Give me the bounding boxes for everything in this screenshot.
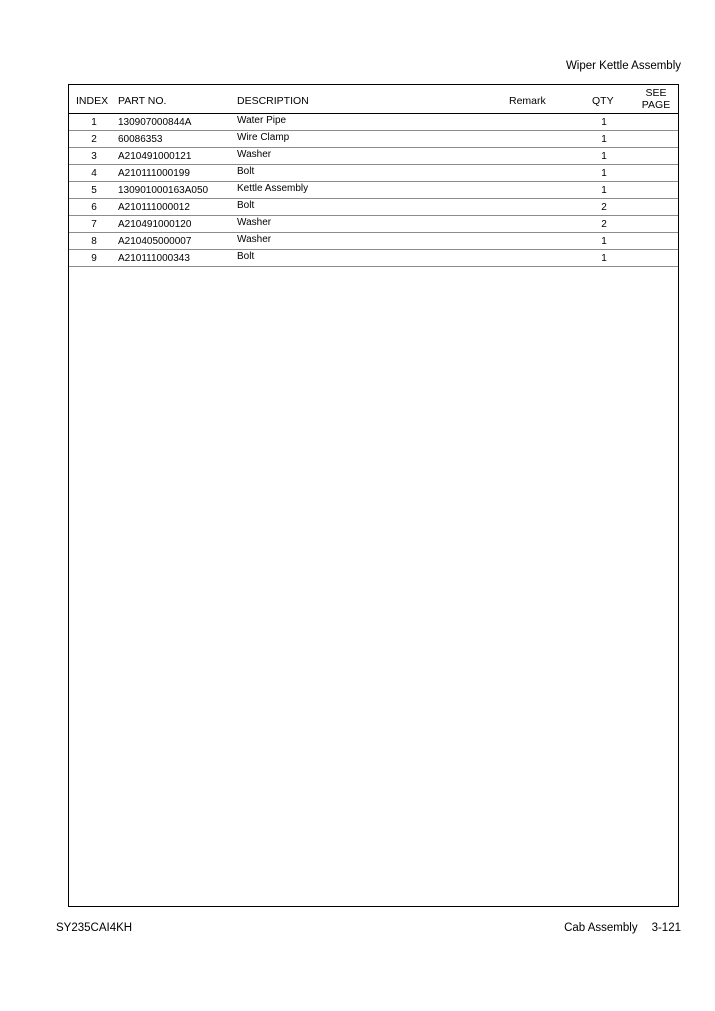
cell-description: Washer bbox=[237, 217, 272, 228]
cell-description: Bolt bbox=[237, 166, 255, 177]
cell-part-no: 130901000163A050 bbox=[118, 185, 209, 196]
cell-index: 5 bbox=[91, 185, 97, 196]
cell-index: 8 bbox=[91, 236, 97, 247]
cell-qty: 1 bbox=[601, 253, 607, 264]
see-page-line2: PAGE bbox=[641, 98, 671, 111]
cell-description: Bolt bbox=[237, 251, 255, 262]
cell-index: 4 bbox=[91, 168, 97, 179]
column-header-description: DESCRIPTION bbox=[237, 95, 309, 107]
cell-part-no: A210111000343 bbox=[118, 253, 190, 264]
cell-qty: 1 bbox=[601, 168, 607, 179]
page-title: Wiper Kettle Assembly bbox=[565, 60, 681, 72]
cell-part-no: A210491000121 bbox=[118, 151, 192, 162]
table-row bbox=[69, 165, 678, 182]
table-row bbox=[69, 148, 678, 165]
cell-qty: 1 bbox=[601, 185, 607, 196]
cell-part-no: 60086353 bbox=[118, 134, 163, 145]
parts-table bbox=[68, 84, 679, 907]
cell-qty: 1 bbox=[601, 151, 607, 162]
cell-index: 7 bbox=[91, 219, 97, 230]
cell-part-no: A210405000007 bbox=[118, 236, 192, 247]
table-row bbox=[69, 233, 678, 250]
cell-index: 2 bbox=[91, 134, 97, 145]
cell-qty: 1 bbox=[601, 134, 607, 145]
table-row bbox=[69, 114, 678, 131]
column-header-see-page bbox=[637, 88, 675, 111]
table-row bbox=[69, 250, 678, 267]
table-row bbox=[69, 131, 678, 148]
column-header-qty: QTY bbox=[592, 95, 614, 107]
see-page-line1: SEE bbox=[645, 87, 667, 99]
cell-index: 6 bbox=[91, 202, 97, 213]
cell-index: 1 bbox=[91, 117, 97, 128]
footer-page-number: 3-121 bbox=[651, 922, 681, 934]
cell-description: Washer bbox=[237, 234, 272, 245]
cell-qty: 1 bbox=[601, 117, 607, 128]
footer-section: Cab Assembly bbox=[564, 922, 638, 934]
cell-part-no: A210111000199 bbox=[118, 168, 190, 179]
footer-model: SY235CAI4KH bbox=[56, 922, 133, 934]
cell-description: Kettle Assembly bbox=[237, 183, 309, 194]
cell-part-no: 130907000844A bbox=[118, 117, 192, 128]
cell-description: Water Pipe bbox=[237, 115, 287, 126]
column-header-part-no: PART NO. bbox=[118, 95, 167, 107]
cell-description: Washer bbox=[237, 149, 272, 160]
cell-part-no: A210111000012 bbox=[118, 202, 190, 213]
table-body bbox=[69, 114, 678, 267]
cell-part-no: A210491000120 bbox=[118, 219, 192, 230]
cell-index: 3 bbox=[91, 151, 97, 162]
cell-qty: 2 bbox=[601, 202, 607, 213]
table-row bbox=[69, 182, 678, 199]
cell-index: 9 bbox=[91, 253, 97, 264]
cell-description: Bolt bbox=[237, 200, 255, 211]
table-row bbox=[69, 216, 678, 233]
column-header-remark: Remark bbox=[509, 95, 546, 107]
footer-right bbox=[564, 922, 681, 934]
table-header bbox=[69, 85, 678, 114]
cell-qty: 2 bbox=[601, 219, 607, 230]
column-header-index: INDEX bbox=[76, 95, 109, 107]
cell-qty: 1 bbox=[601, 236, 607, 247]
table-row bbox=[69, 199, 678, 216]
cell-description: Wire Clamp bbox=[237, 132, 290, 143]
